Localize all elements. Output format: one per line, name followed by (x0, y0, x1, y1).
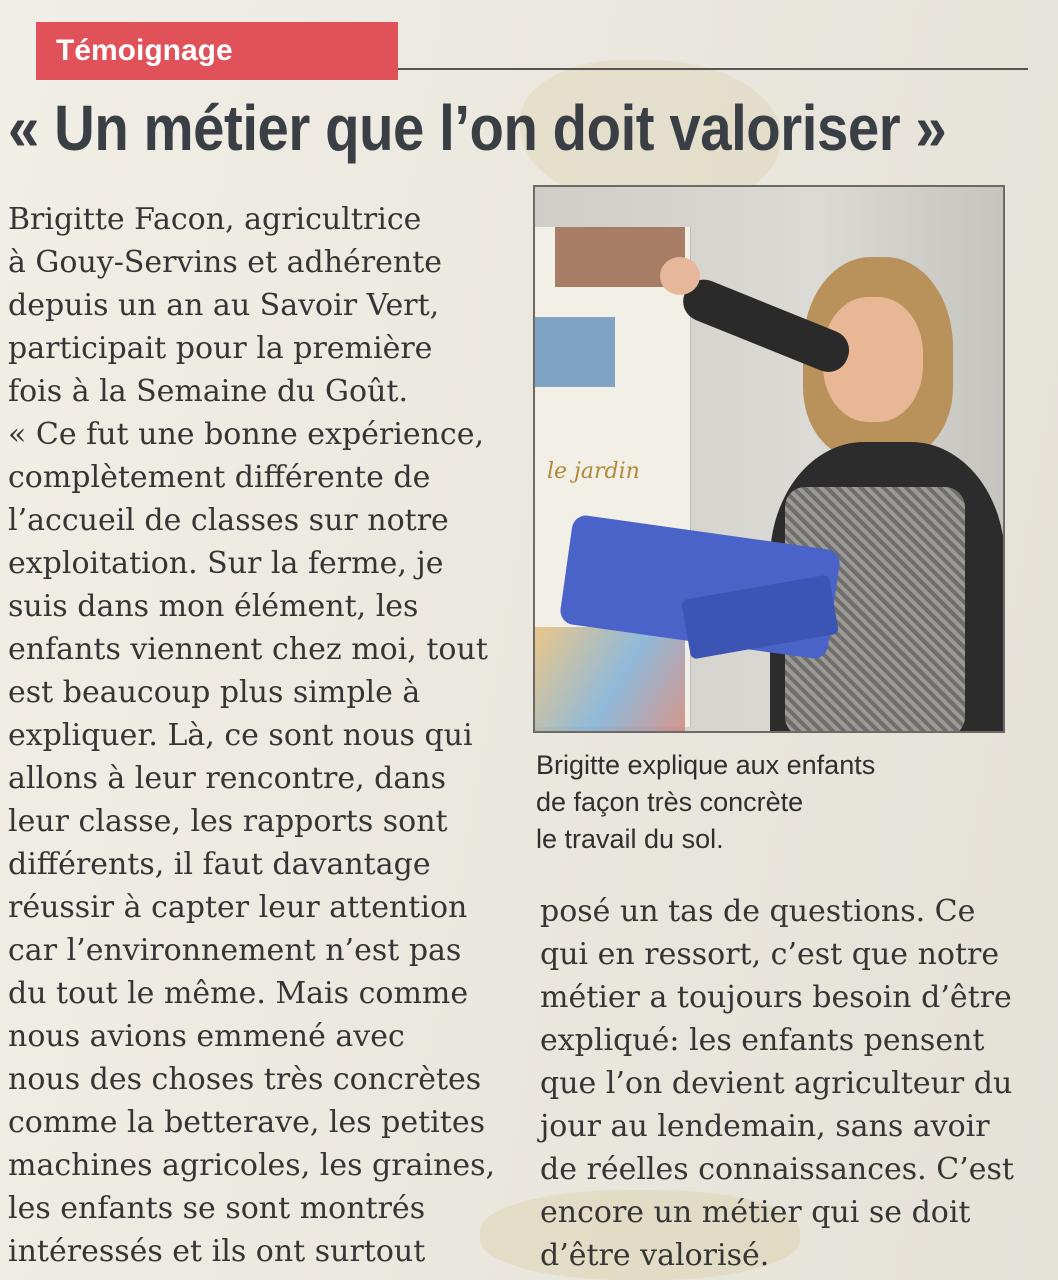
text-line: posé un tas de questions. Ce (540, 894, 976, 929)
text-line: est beaucoup plus simple à (8, 675, 421, 710)
header-rule (398, 68, 1028, 70)
text-line: complètement différente de (8, 460, 431, 495)
text-line: exploitation. Sur la ferme, je (8, 546, 444, 581)
text-line: depuis un an au Savoir Vert, (8, 288, 440, 323)
caption-line: Brigitte explique aux enfants (536, 750, 876, 780)
text-line: l’accueil de classes sur notre (8, 503, 449, 538)
text-line: de réelles connaissances. C’est (540, 1152, 1014, 1187)
article-photo (533, 185, 1005, 733)
poster-image (535, 317, 615, 387)
text-line: expliquer. Là, ce sont nous qui (8, 718, 473, 753)
text-line: enfants viennent chez moi, tout (8, 632, 488, 667)
text-line: nous des choses très concrètes (8, 1062, 482, 1097)
poster-illustration (535, 627, 685, 733)
article-column-left (8, 198, 518, 1273)
caption-line: de façon très concrète (536, 787, 804, 817)
text-line: « Ce fut une bonne expérience, (8, 417, 485, 452)
text-line: car l’environnement n’est pas (8, 933, 462, 968)
text-line: suis dans mon élément, les (8, 589, 419, 624)
text-line: qui en ressort, c’est que notre (540, 937, 1000, 972)
text-line: jour au lendemain, sans avoir (540, 1109, 990, 1144)
photo-person-hand (660, 257, 700, 295)
text-line: Brigitte Facon, agricultrice (8, 202, 422, 237)
text-line: allons à leur rencontre, dans (8, 761, 446, 796)
text-line: encore un métier qui se doit (540, 1195, 971, 1230)
text-line: métier a toujours besoin d’être (540, 980, 1012, 1015)
text-line: fois à la Semaine du Goût. (8, 374, 408, 409)
text-line: comme la betterave, les petites (8, 1105, 485, 1140)
text-line: leur classe, les rapports sont (8, 804, 448, 839)
caption-line: le travail du sol. (536, 824, 724, 854)
text-line: participait pour la première (8, 331, 433, 366)
text-line: intéressés et ils ont surtout (8, 1234, 426, 1269)
text-line: d’être valorisé. (540, 1238, 770, 1273)
rubric-label: Témoignage (36, 22, 398, 80)
photo-caption (536, 747, 1006, 858)
poster-text: le jardin (547, 459, 640, 484)
text-line: machines agricoles, les graines, (8, 1148, 496, 1183)
text-line: expliqué: les enfants pensent (540, 1023, 985, 1058)
text-line: que l’on devient agriculteur du (540, 1066, 1013, 1101)
text-line: à Gouy-Servins et adhérente (8, 245, 443, 280)
article-column-right (540, 890, 1040, 1277)
photo-poster (535, 227, 691, 727)
text-line: différents, il faut davantage (8, 847, 431, 882)
headline: « Un métier que l’on doit valoriser » (8, 92, 947, 164)
text-line: nous avions emmené avec (8, 1019, 405, 1054)
text-line: du tout le même. Mais comme (8, 976, 469, 1011)
text-line: les enfants se sont montrés (8, 1191, 426, 1226)
text-line: réussir à capter leur attention (8, 890, 468, 925)
